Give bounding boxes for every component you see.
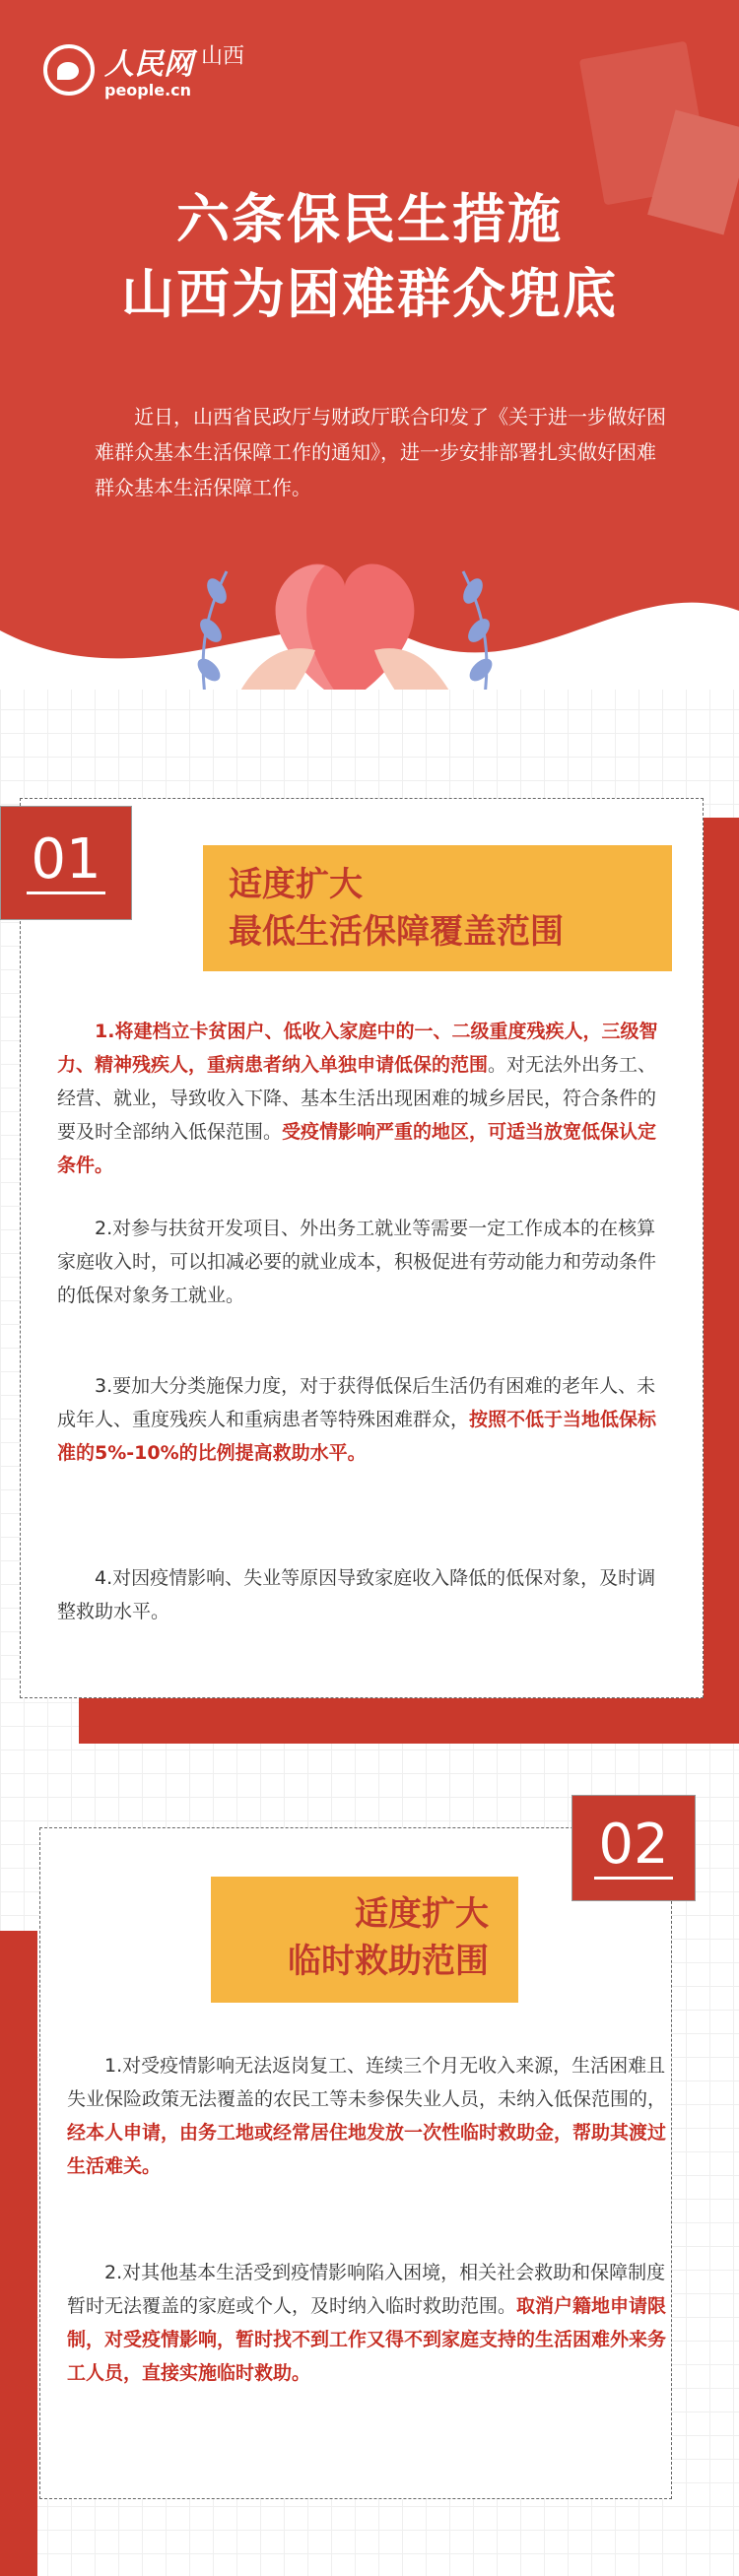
page-title-line1: 六条保民生措施 bbox=[176, 188, 563, 250]
section1-item-2: 2.对参与扶贫开发项目、外出务工就业等需要一定工作成本的在核算家庭收入时，可以扣减必要的就业成本，积极促进有劳动能力和劳动条件的低保对象务工就业。 bbox=[57, 1218, 657, 1306]
heart-hands-illustration bbox=[187, 532, 503, 690]
section1-number: 01 bbox=[27, 832, 104, 894]
section1-item-1: 1.将建档立卡贫困户、低收入家庭中的一、二级重度残疾人，三级智力、精神残疾人，重病患者纳入单独申请低保的范围。对无法外出务工、经营、就业，导致收入下降、基本生活出现困难的城乡居民，符合条件的要及时全部纳入低保范围。受疫情影响严重的地区，可适当放宽低保认定条件。 bbox=[57, 1021, 658, 1176]
section2-subtitle bbox=[211, 1877, 518, 2003]
section1-subtitle-line2: 最低生活保障覆盖范围 bbox=[229, 912, 564, 952]
section2-subtitle-line1: 适度扩大 bbox=[355, 1894, 489, 1934]
section2-subtitle-line2: 临时救助范围 bbox=[288, 1942, 489, 1981]
logo-url: people.cn bbox=[104, 81, 192, 99]
section1-item-3: 3.要加大分类施保力度，对于获得低保后生活仍有困难的老年人、未成年人、重度残疾人和重病患者等特殊困难群众，按照不低于当地低保标准的5%-10%的比例提高救助水平。 bbox=[57, 1375, 657, 1464]
section1-number-badge bbox=[0, 806, 132, 920]
section1-subtitle-line1: 适度扩大 bbox=[229, 865, 363, 904]
section1-subtitle bbox=[203, 845, 672, 971]
logo-region: 山西 bbox=[201, 44, 245, 69]
section2-item-2: 2.对其他基本生活受到疫情影响陷入困境，相关社会救助和保障制度暂时无法覆盖的家庭或个人，及时纳入临时救助范围。取消户籍地申请限制，对受疫情影响，暂时找不到工作又得不到家庭支持的生活困难外来务工人员，直接实施临时救助。 bbox=[67, 2262, 667, 2384]
header-banner bbox=[0, 0, 739, 690]
section2-number-badge bbox=[571, 1795, 696, 1901]
logo-name: 人民网 bbox=[104, 47, 193, 82]
section1-item-4: 4.对因疫情影响、失业等原因导致家庭收入降低的低保对象，及时调整救助水平。 bbox=[57, 1567, 656, 1622]
section2-number: 02 bbox=[594, 1817, 672, 1880]
section2-item-1: 1.对受疫情影响无法返岗复工、连续三个月无收入来源，生活困难且失业保险政策无法覆盖的农民工等未参保失业人员，未纳入低保范围的，经本人申请，由务工地或经常居住地发放一次性临时救助金，帮助其渡过生活难关。 bbox=[67, 2055, 667, 2177]
page-title-line2: 山西为困难群众兜底 bbox=[121, 263, 618, 325]
logo-icon bbox=[43, 44, 95, 96]
section2-left-stripe bbox=[0, 1931, 37, 2576]
people-cn-logo[interactable] bbox=[43, 39, 244, 99]
intro-paragraph: 近日，山西省民政厅与财政厅联合印发了《关于进一步做好困难群众基本生活保障工作的通知》，进一步安排部署扎实做好困难群众基本生活保障工作。 bbox=[95, 405, 666, 499]
